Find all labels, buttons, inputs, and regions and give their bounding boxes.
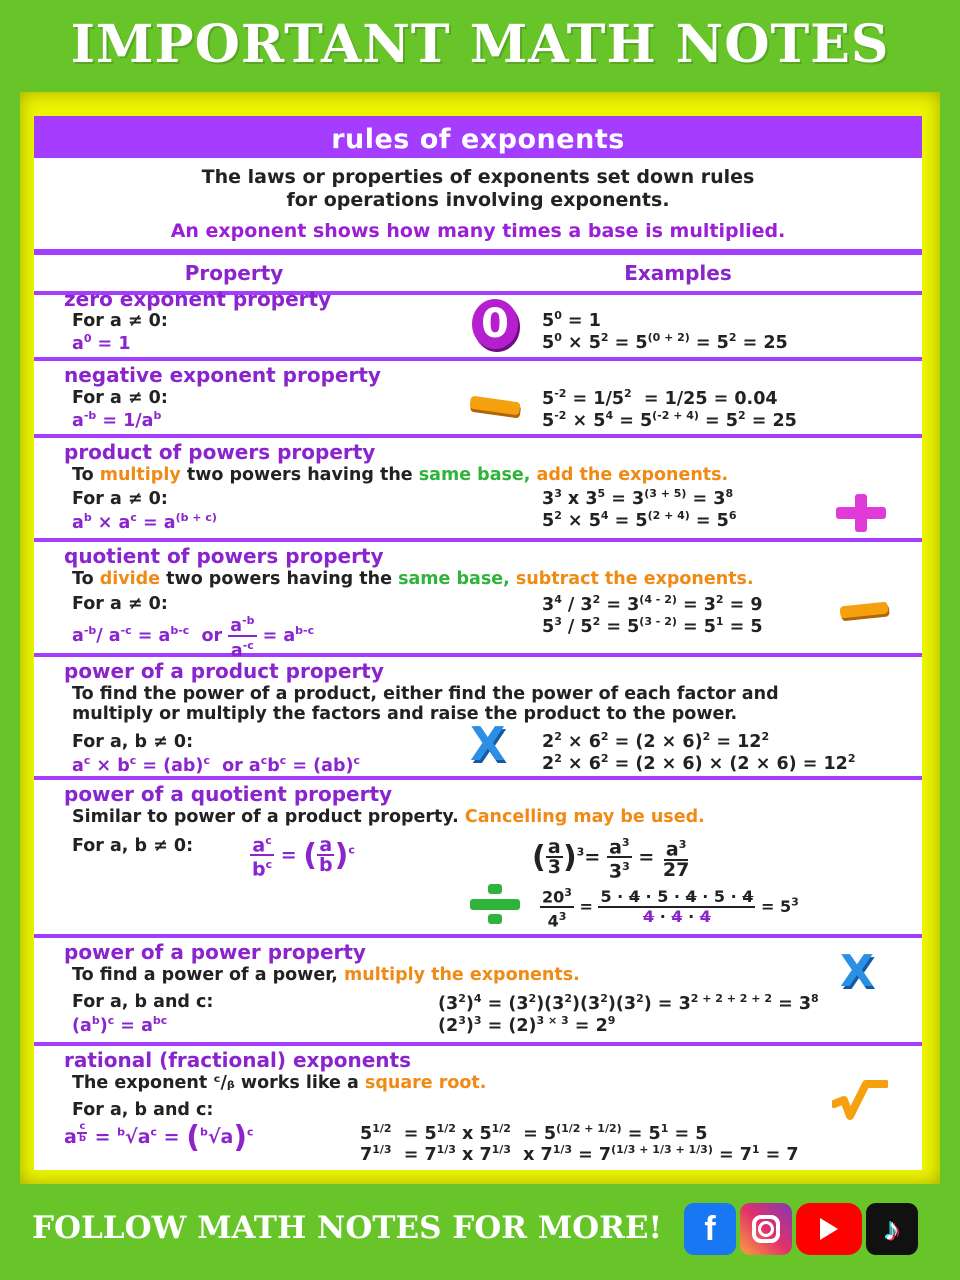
example-2: $5^{-2} \times 5^4 = 5^{(-2 + 4)} = 5^2 = 25$ [542,409,797,431]
example-2: $5^3 / 5^2 = 5^{(3 - 2)} = 5^1 = 5$ [542,615,763,637]
footer [0,1188,960,1280]
youtube-icon[interactable] [796,1203,862,1255]
example-1: $5^0 = 1$ [542,309,601,331]
section-title: rational (fractional) exponents [64,1048,412,1072]
example-2: $2^2 \times 6^2 = (2 \times 6) \times (2 \times 6) = 12^2$ [542,752,856,774]
instagram-icon[interactable] [740,1203,792,1255]
example-2: $\frac{20^3}{4^3}$ = $\frac{5 \cdot 4 \cdot 5 \cdot 4 \cdot 5 \cdot 4}{4 \cdot 4 \cdot 4}$ = $5^3$ [542,886,799,931]
section-title: negative exponent property [64,363,381,387]
condition: For a, b and c: [72,992,214,1012]
section-title: quotient of powers property [64,544,384,568]
root-icon [832,1080,888,1120]
example-1: $5^{-2} = 1/5^2 = 1/25 = 0.04$ [542,387,778,409]
section-negative-exponent [34,361,922,438]
minus-icon [469,396,520,416]
description: To multiply two powers having the same base, add the exponents. [72,465,729,485]
example-1: $3^4 / 3^2 = 3^{(4 - 2)} = 3^2 = 9$ [542,593,763,615]
example-1: $2^2 \times 6^2 = (2 \times 6)^2 = 12^2$ [542,730,770,752]
section-power-of-quotient [34,780,922,938]
description: The exponent ᶜ/ᵦ works like a square root. [72,1073,487,1093]
card-title: rules of exponents [34,122,922,158]
top-banner [0,0,960,88]
rule: $a^{-b}/$ $a^{-c} = a^{b-c}$ or $\frac{a^{-b}}{a^{-c}}$ = $a^{b-c}$ [72,614,315,661]
section-product-of-powers [34,438,922,542]
condition: For a ≠ 0: [72,311,168,331]
exponent-rules-card [34,116,922,1170]
section-power-of-power [34,938,922,1046]
col-examples: Examples [624,261,732,285]
times-icon: X [840,946,874,997]
section-title: product of powers property [64,440,376,464]
minus-icon [840,602,889,619]
plus-icon [836,494,886,532]
example-1: $5^{1/2} = 5^{1/2}$ x $5^{1/2} = 5^{(1/2 + 1/2)} = 5^1 = 5$ [360,1122,708,1144]
follow-text: FOLLOW MATH NOTES FOR MORE! [32,1210,663,1246]
intro-definition: An exponent shows how many times a base is multiplied. [170,220,786,242]
times-icon: X [470,717,506,771]
intro-text: The laws or properties of exponents set down rules for operations involving exponents. [201,166,755,211]
divide-icon [470,884,520,924]
tiktok-icon[interactable]: ♪ [866,1203,918,1255]
rule: $\frac{a^c}{b^c}$ = ( $\frac{a}{b}$ )$^c$ [252,834,355,881]
example-1: $(3^2)^4 = (3^2)(3^2)(3^2)(3^2) = 3^{2 + 2 + 2 + 2} = 3^8$ [438,992,819,1014]
condition: For a ≠ 0: [72,388,168,408]
rule: $(a^b)^c = a^{bc}$ [72,1014,168,1036]
description: To find a power of a power, multiply the exponents. [72,965,580,985]
facebook-icon[interactable]: f [684,1203,736,1255]
rule: $a^c \times b^c = (ab)^c$ or $a^cb^c = (ab)^c$ [72,754,361,776]
section-rational-exponents [34,1046,922,1170]
rule: $a^b \times a^c = a^{(b + c)}$ [72,511,217,533]
section-quotient-of-powers [34,542,922,661]
condition: For a, b and c: [72,1100,214,1120]
poster-frame [20,92,940,1184]
description: To divide two powers having the same base, subtract the exponents. [72,569,754,589]
section-title: power of a quotient property [64,782,393,806]
condition: For a, b ≠ 0: [72,732,194,752]
section-zero-exponent [34,285,922,361]
condition: For a, b ≠ 0: [72,836,194,856]
rule: $a^{-b} = 1/a^b$ [72,409,162,431]
description-2: multiply or multiply the factors and raise the product to the power. [72,704,738,724]
example-1: $3^3$ x $3^5 = 3^{(3 + 5)} = 3^8$ [542,487,734,509]
condition: For a ≠ 0: [72,594,168,614]
section-title: zero exponent property [64,287,332,311]
col-property: Property [184,261,284,285]
section-power-of-product [34,657,922,780]
description-1: To find the power of a product, either find the power of each factor and [72,684,779,704]
page-title: IMPORTANT MATH NOTES [70,13,890,75]
section-title: power of a power property [64,940,366,964]
example-2: $5^2 \times 5^4 = 5^{(2 + 4)} = 5^6$ [542,509,737,531]
rule: a $^{\frac{c}{b}}$ = $^b√a^c = (^b√a)^c$ [64,1120,254,1155]
section-title: power of a product property [64,659,384,683]
zero-icon: 0 [472,299,518,349]
example-2: $5^0 \times 5^2 = 5^{(0 + 2)} = 5^2 = 25$ [542,331,788,353]
example-1: ( $\frac{a}{3}$ )$^3$= $\frac{a^3}{3^3}$ = $\frac{a^3}{27}$ [532,836,690,883]
condition: For a ≠ 0: [72,489,168,509]
description: Similar to power of a product property. Cancelling may be used. [72,807,705,827]
example-2: $7^{1/3} = 7^{1/3}$ x $7^{1/3}$ x $7^{1/3} = 7^{(1/3 + 1/3 + 1/3)} = 7^1 = 7$ [360,1143,799,1165]
rule: $a^0 = 1$ [72,332,131,354]
example-2: $(2^3)^3 = (2)^{3 \times 3} = 2^9$ [438,1014,616,1036]
